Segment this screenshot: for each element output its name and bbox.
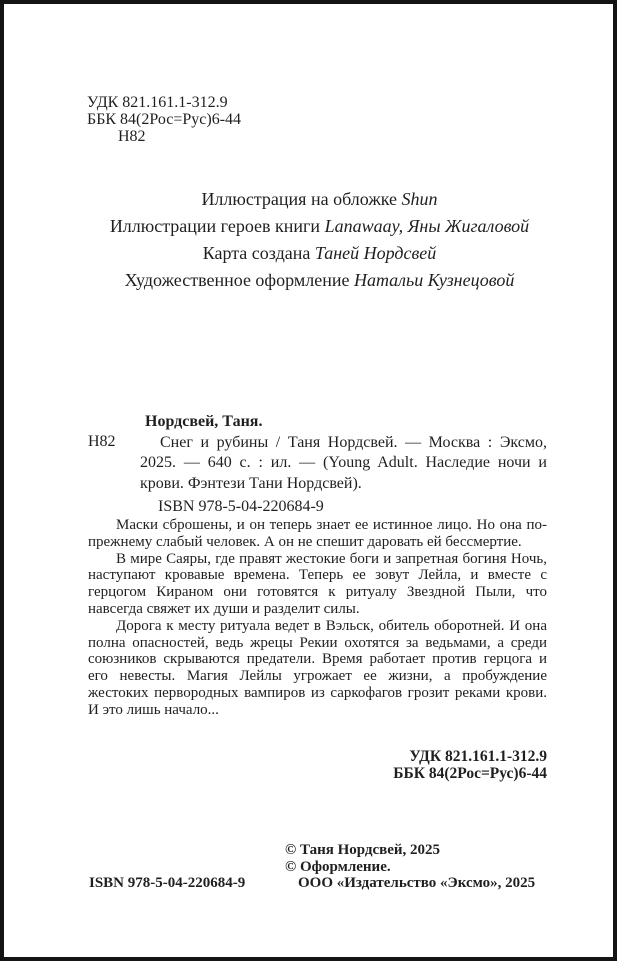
copyright-author-line: © Таня Нордсвей, 2025	[285, 842, 441, 858]
bottom-isbn: ISBN 978-5-04-220684-9	[89, 875, 246, 891]
copyright-design-line: © Оформление.	[285, 858, 391, 875]
bibliographic-description: Снег и рубины / Таня Нордсвей. — Москва : Эксмо, 2025. — 640 с. : ил. — (Young Adult. Наследие ночи и крови. Фэнтези Тани Нордсвей).	[140, 433, 547, 492]
annotation-paragraph: Дорога к месту ритуала ведет в Вэльск, обитель оборотней. И она полна опасностей, ведь жрецы Рекии охотятся за ведьмами, а среди союзников скрываются предатели. Время работает против герцога и его невесты. Магия Лейлы угрожает ее жизни, а пробуждение жестоких первородных вампиров из саркофагов грозит реками крови. И это лишь начало...	[88, 617, 547, 718]
credit-line-character-artists	[88, 213, 551, 240]
annotation-block	[88, 517, 547, 719]
credit-name: Shun	[401, 189, 438, 209]
annotation-paragraph: Маски сброшены, и он теперь знает ее истинное лицо. Но она по-прежнему слабый человек. А он не спешит даровать ей бессмертие.	[88, 517, 547, 550]
annotation-paragraph: В мире Саяры, где правят жестокие боги и запретная богиня Ночь, наступают кровавые времена. Теперь ее зовут Лейла, и вместе с герцогом Кираном они готовятся к ритуалу Звездной Пыли, что навсегда свяжет их души и разделит силы.	[88, 550, 547, 617]
author-sign-code: Н82	[118, 128, 146, 145]
credit-line-map-author	[88, 240, 551, 267]
author-sign-margin: Н82	[88, 433, 116, 450]
udk-code-bottom: УДК 821.161.1-312.9	[409, 748, 547, 765]
bbk-code: ББК 84(2Рос=Рус)6-44	[87, 111, 242, 128]
bbk-code-bottom: ББК 84(2Рос=Рус)6-44	[393, 765, 547, 782]
bibliographic-entry	[140, 412, 547, 518]
isbn-line: ISBN 978-5-04-220684-9	[158, 498, 324, 515]
credit-text: Иллюстрация на обложке	[201, 189, 402, 209]
credit-line-design	[88, 267, 551, 294]
credits-block	[88, 186, 551, 294]
credit-name: Натальи Кузнецовой	[353, 270, 515, 290]
credit-name: Lanawaay, Яны Жигаловой	[324, 216, 530, 236]
credit-text: Иллюстрации героев книги	[109, 216, 325, 236]
udk-code: УДК 821.161.1-312.9	[87, 94, 228, 111]
author-heading: Нордсвей, Таня.	[145, 413, 263, 430]
classification-codes-top	[87, 94, 241, 145]
credit-text: Художественное оформление	[124, 270, 354, 290]
credit-text: Карта создана	[202, 243, 315, 263]
credit-line-cover-artist	[88, 186, 551, 213]
publisher-line: ООО «Издательство «Эксмо», 2025	[298, 875, 536, 891]
classification-codes-bottom	[393, 748, 547, 782]
credit-name: Таней Нордсвей	[314, 243, 437, 263]
copyright-block	[285, 842, 535, 892]
